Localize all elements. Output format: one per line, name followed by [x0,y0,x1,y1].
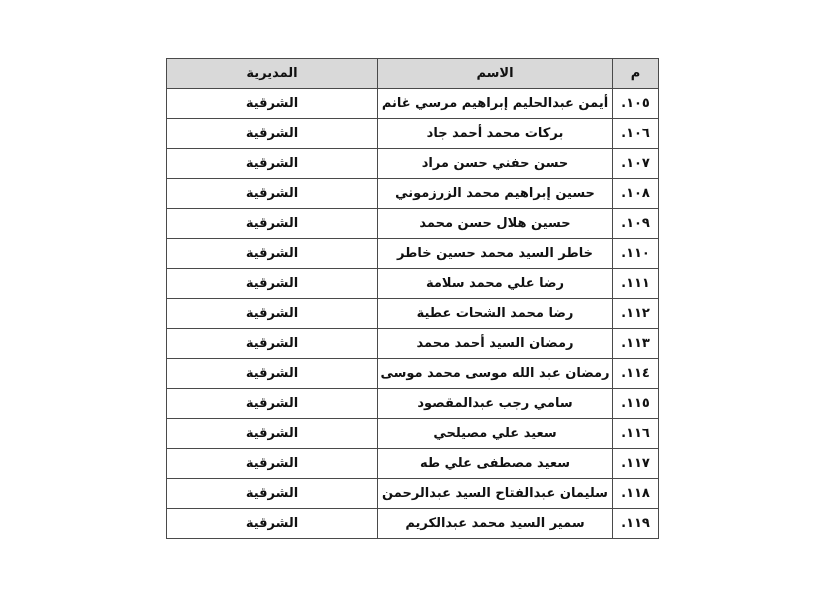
table-row [167,449,659,479]
table-row [167,239,659,269]
row-directorate: الشرقية [167,419,378,449]
table-header-row [167,59,659,89]
row-number: ١١١. [613,269,659,299]
row-number: ١١٩. [613,509,659,539]
row-number: ١٠٥. [613,89,659,119]
row-number: ١١٣. [613,329,659,359]
table-row [167,329,659,359]
row-number: ١١٨. [613,479,659,509]
row-name: حسين إبراهيم محمد الزرزموني [378,179,613,209]
row-number: ١١٢. [613,299,659,329]
row-name: سعيد مصطفى علي طه [378,449,613,479]
row-name: سليمان عبدالفتاح السيد عبدالرحمن [378,479,613,509]
row-number: ١١٤. [613,359,659,389]
row-name: رمضان السيد أحمد محمد [378,329,613,359]
row-directorate: الشرقية [167,149,378,179]
row-directorate: الشرقية [167,509,378,539]
row-directorate: الشرقية [167,479,378,509]
row-name: أيمن عبدالحليم إبراهيم مرسي غانم [378,89,613,119]
table-row [167,299,659,329]
table-row [167,509,659,539]
row-number: ١٠٦. [613,119,659,149]
row-directorate: الشرقية [167,389,378,419]
row-directorate: الشرقية [167,299,378,329]
row-name: رضا علي محمد سلامة [378,269,613,299]
row-directorate: الشرقية [167,359,378,389]
table-row [167,269,659,299]
table-row [167,419,659,449]
table-row [167,89,659,119]
row-directorate: الشرقية [167,269,378,299]
row-number: ١٠٨. [613,179,659,209]
row-directorate: الشرقية [167,449,378,479]
row-name: رمضان عبد الله موسى محمد موسى [378,359,613,389]
row-number: ١١٦. [613,419,659,449]
table-row [167,209,659,239]
names-table [166,58,659,539]
row-directorate: الشرقية [167,179,378,209]
table-row [167,179,659,209]
row-number: ١٠٧. [613,149,659,179]
row-name: بركات محمد أحمد جاد [378,119,613,149]
row-name: حسن حفني حسن مراد [378,149,613,179]
row-name: خاطر السيد محمد حسين خاطر [378,239,613,269]
header-name: الاسم [378,59,613,89]
row-number: ١١٠. [613,239,659,269]
row-directorate: الشرقية [167,119,378,149]
row-number: ١١٥. [613,389,659,419]
row-number: ١٠٩. [613,209,659,239]
row-name: سعيد علي مصيلحي [378,419,613,449]
row-directorate: الشرقية [167,89,378,119]
table-row [167,149,659,179]
row-name: رضا محمد الشحات عطية [378,299,613,329]
header-directorate: المديرية [167,59,378,89]
row-directorate: الشرقية [167,209,378,239]
row-directorate: الشرقية [167,239,378,269]
row-number: ١١٧. [613,449,659,479]
header-number: م [613,59,659,89]
row-name: سمير السيد محمد عبدالكريم [378,509,613,539]
table-row [167,359,659,389]
table-row [167,479,659,509]
row-name: حسين هلال حسن محمد [378,209,613,239]
table-row [167,389,659,419]
row-directorate: الشرقية [167,329,378,359]
row-name: سامي رجب عبدالمقصود [378,389,613,419]
table-row [167,119,659,149]
